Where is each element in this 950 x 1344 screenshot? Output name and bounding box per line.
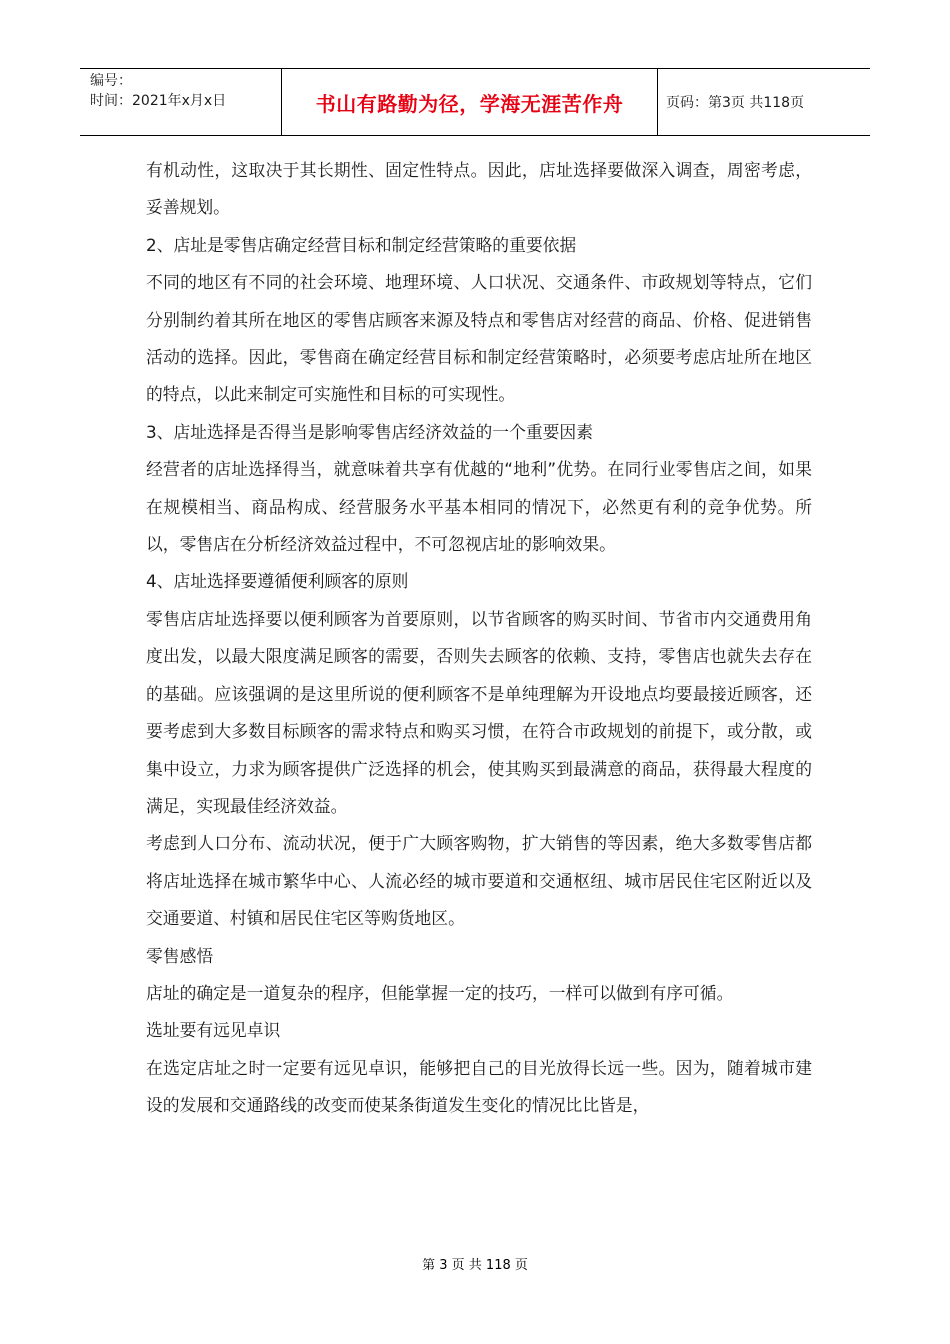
paragraph: 在选定店址之时一定要有远见卓识，能够把自己的目光放得长远一些。因为，随着城市建设的发展和交通路线的改变而使某条街道发生变化的情况比比皆是， — [146, 1057, 812, 1116]
paragraph: 不同的地区有不同的社会环境、地理环境、人口状况、交通条件、市政规划等特点，它们分别制约着其所在地区的零售店顾客来源及特点和零售店对经营的商品、价格、促进销售活动的选择。因此，零售商在确定经营目标和制定经营策略时，必须要考虑店址所在地区的特点，以此来制定可实施性和目标的可实现性。 — [146, 272, 812, 405]
paragraph: 店址的确定是一道复杂的程序，但能掌握一定的技巧，一样可以做到有序可循。 — [146, 982, 734, 1003]
section-heading: 4、店址选择要遵循便利顾客的原则 — [146, 571, 409, 592]
section-heading: 3、店址选择是否得当是影响零售店经济效益的一个重要因素 — [146, 421, 593, 442]
header-meta — [80, 69, 282, 135]
page-footer: 第 3 页 共 118 页 — [422, 1258, 528, 1273]
header-motto: 书山有路勤为径，学海无涯苦作舟 — [282, 69, 658, 135]
document-time-label: 时间：2021年x月x日 — [90, 93, 227, 109]
document-body — [146, 152, 812, 1125]
section-heading: 选址要有远见卓识 — [146, 1020, 281, 1041]
section-heading: 2、店址是零售店确定经营目标和制定经营策略的重要依据 — [146, 234, 577, 255]
header-page-info: 页码：第3页 共118页 — [666, 95, 805, 111]
page-header — [80, 68, 870, 136]
section-heading: 零售感悟 — [146, 945, 214, 966]
paragraph: 有机动性，这取决于其长期性、固定性特点。因此，店址选择要做深入调查，周密考虑，妥善规划。 — [146, 160, 812, 218]
paragraph: 考虑到人口分布、流动状况，便于广大顾客购物，扩大销售的等因素，绝大多数零售店都将店址选择在城市繁华中心、人流必经的城市要道和交通枢纽、城市居民住宅区附近以及交通要道、村镇和居民住宅区等购货地区。 — [146, 833, 812, 929]
paragraph: 经营者的店址选择得当，就意味着共享有优越的“地利”优势。在同行业零售店之间，如果在规模相当、商品构成、经营服务水平基本相同的情况下，必然更有利的竞争优势。所以，零售店在分析经济效益过程中，不可忽视店址的影响效果。 — [146, 459, 812, 555]
paragraph: 零售店店址选择要以便利顾客为首要原则，以节省顾客的购买时间、节省市内交通费用角度出发，以最大限度满足顾客的需要，否则失去顾客的依赖、支持，零售店也就失去存在的基础。应该强调的是这里所说的便利顾客不是单纯理解为开设地点均要最接近顾客，还要考虑到大多数目标顾客的需求特点和购买习惯，在符合市政规划的前提下，或分散，或集中设立，力求为顾客提供广泛选择的机会，使其购买到最满意的商品，获得最大程度的满足，实现最佳经济效益。 — [146, 608, 812, 816]
document-number-label: 编号： — [90, 73, 132, 89]
